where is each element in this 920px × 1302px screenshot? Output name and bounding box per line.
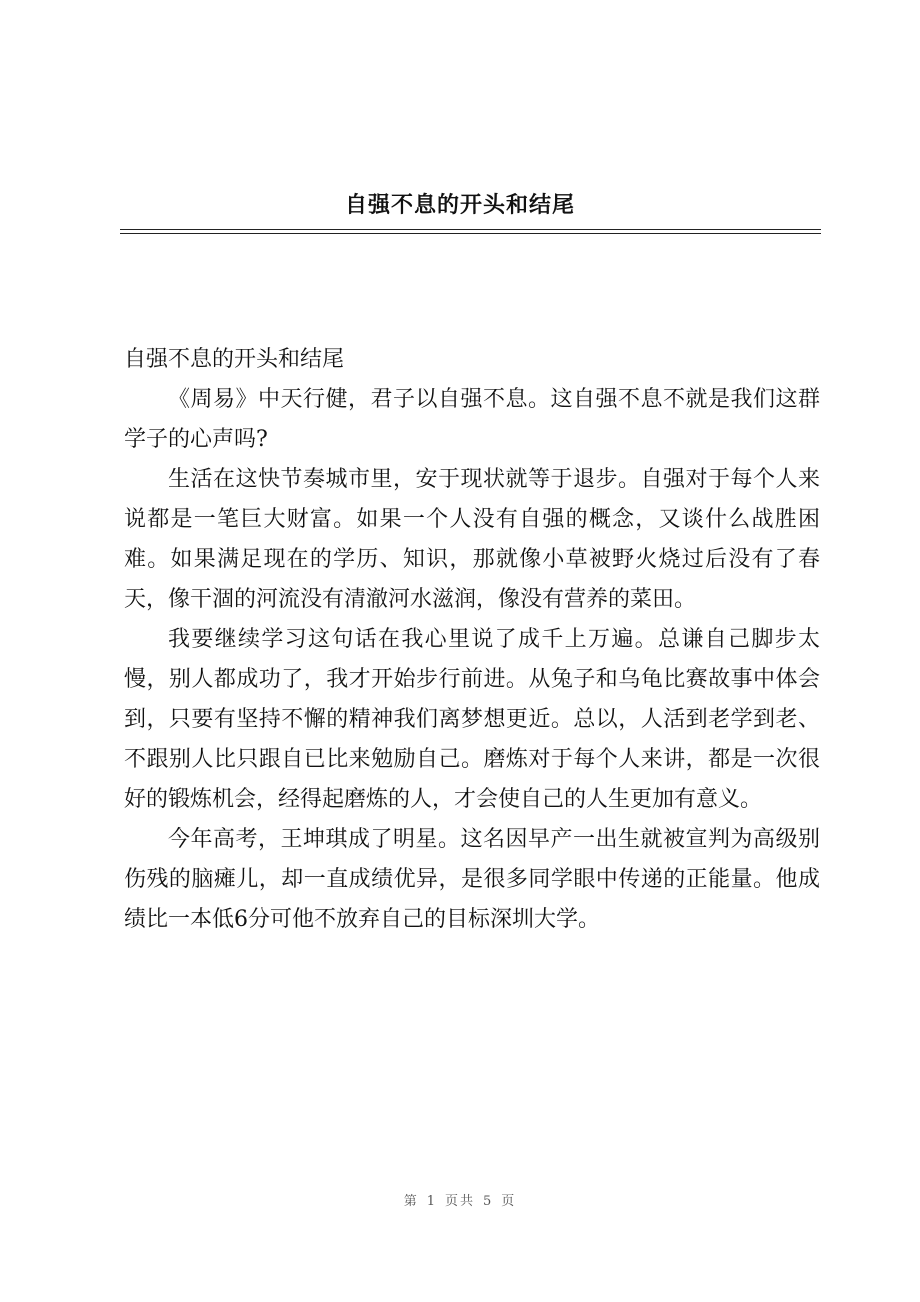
footer-page-number: 1 [426, 1194, 437, 1209]
document-title: 自强不息的开头和结尾 [344, 192, 575, 218]
document-body [124, 340, 820, 940]
paragraph: 我要继续学习这句话在我心里说了成千上万遍。总谦自己脚步太慢，别人都成功了，我才开始步行前进。从兔子和乌龟比赛故事中体会到，只要有坚持不懈的精神我们离梦想更近。总以，人活到老学到老、不跟别人比只跟自已比来勉励自己。磨炼对于每个人来讲，都是一次很好的锻炼机会，经得起磨炼的人，才会使自己的人生更加有意义。 [124, 627, 820, 812]
footer-total-pages: 5 [483, 1194, 494, 1209]
title-rule-top [120, 229, 821, 230]
document-subtitle: 自强不息的开头和结尾 [124, 347, 345, 372]
footer-middle: 页共 [444, 1194, 475, 1209]
title-rule-bottom [120, 233, 821, 234]
paragraph: 《周易》中天行健，君子以自强不息。这自强不息不就是我们这群学子的心声吗? [124, 387, 820, 452]
paragraph: 今年高考，王坤琪成了明星。这名因早产一出生就被宣判为高级别伤残的脑瘫儿，却一直成绩优异，是很多同学眼中传递的正能量。他成绩比一本低6分可他不放弃自己的目标深圳大学。 [124, 827, 820, 932]
page-footer [0, 1190, 920, 1209]
paragraph: 生活在这快节奏城市里，安于现状就等于退步。自强对于每个人来说都是一笔巨大财富。如果一个人没有自强的概念，又谈什么战胜困难。如果满足现在的学历、知识，那就像小草被野火烧过后没有了春天，像干涸的河流没有清澈河水滋润，像没有营养的菜田。 [124, 467, 820, 612]
footer-suffix: 页 [501, 1194, 517, 1209]
footer-prefix: 第 [403, 1194, 419, 1209]
